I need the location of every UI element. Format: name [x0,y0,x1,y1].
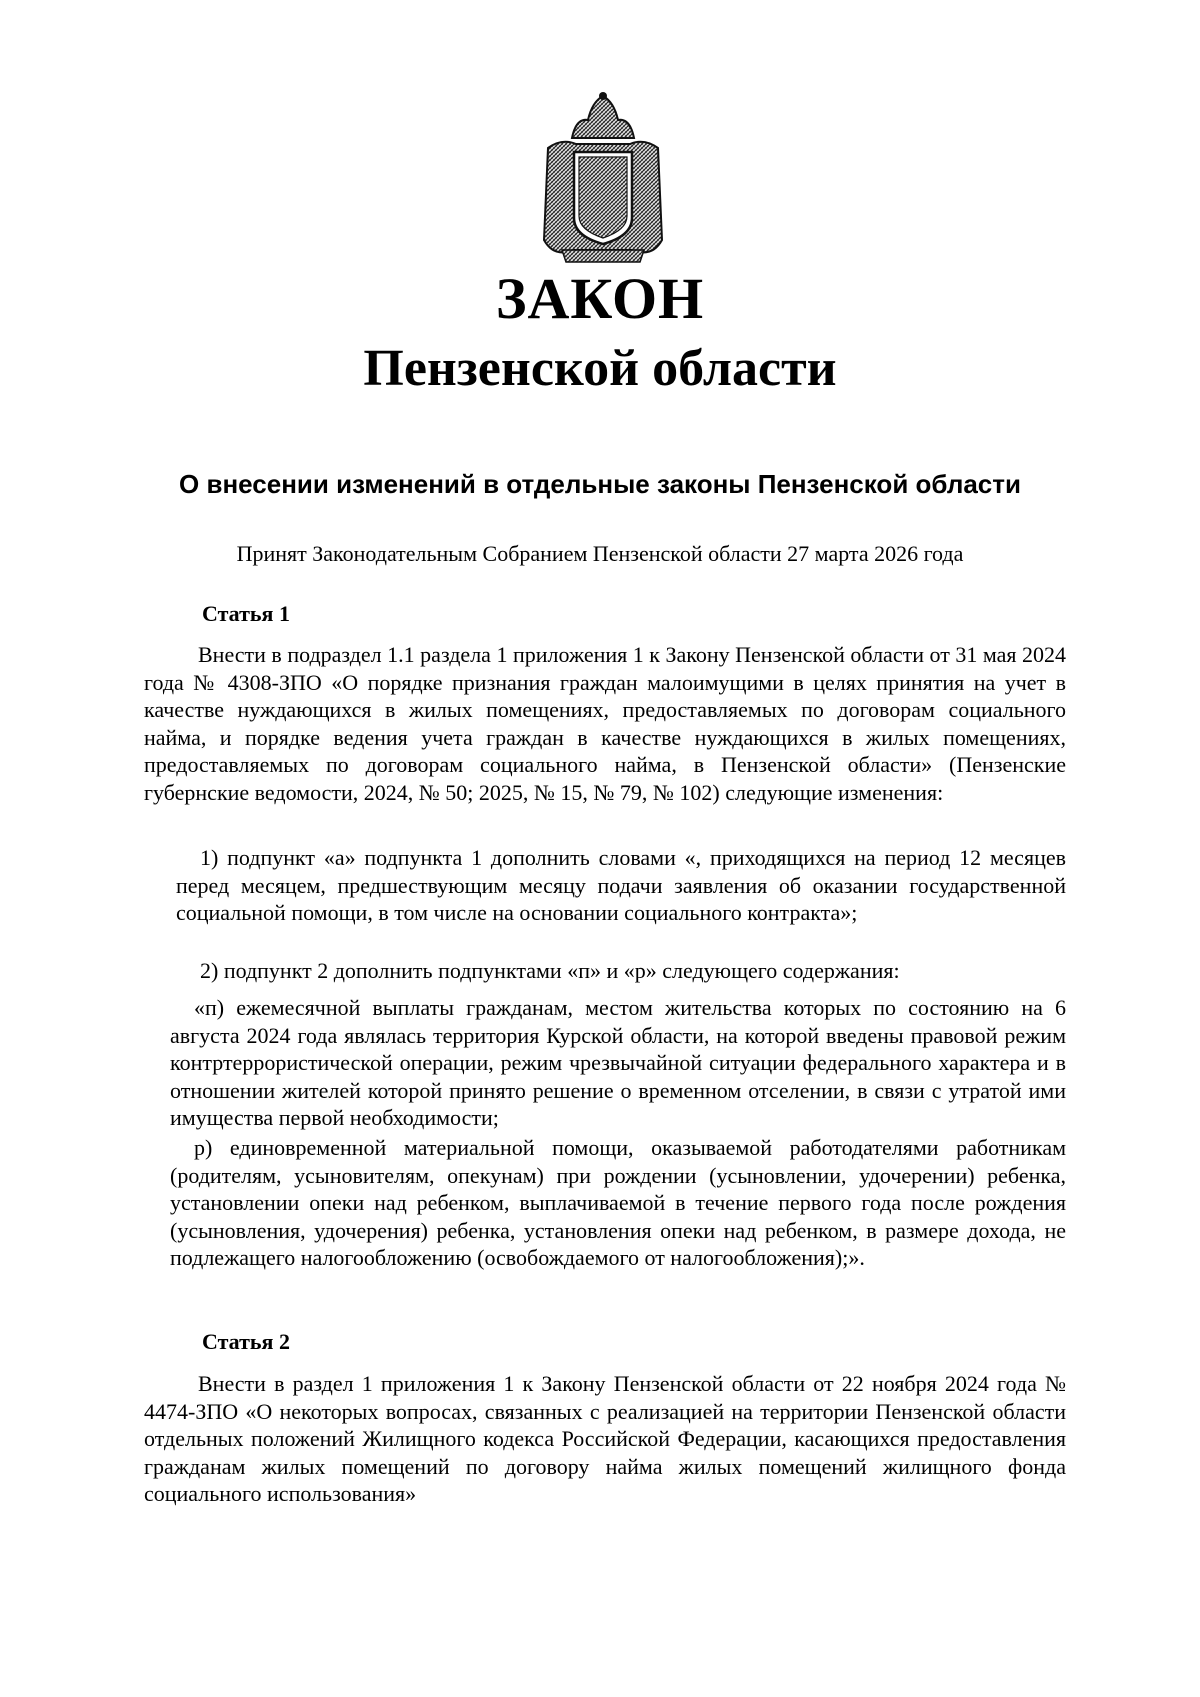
article-1-body [144,641,1066,806]
law-title: ЗАКОН [495,266,705,331]
coat-of-arms-icon [532,90,674,266]
article-1-heading: Статья 1 [202,601,290,626]
article-2-heading: Статья 2 [202,1329,290,1354]
article-1-subitem-p: «п) ежемесячной выплаты гражданам, местом жительства которых по состоянию на 6 августа 2024 года являлась территория Курской области, на которой введены правовой режим контртеррористической операции, режим чрезвычайной ситуации федерального характера и в отношении жителей которой принято решение о временном отселении, в связи с утратой ими имущества первой необходимости; [170,995,1066,1130]
adoption-statement: Принят Законодательным Собранием Пензенской области 27 марта 2026 года [236,541,964,566]
law-region-title: Пензенской области [363,340,837,397]
article-2-body [144,1370,1066,1508]
article-1-subitem-r: р) единовременной материальной помощи, оказываемой работодателями работникам (родителям, усыновителям, опекунам) при рождении (усыновлении, удочерении) ребенка, установлении опеки над ребенком, выплачиваемой в течение первого года после рождения (усыновления, удочерения) ребенка, установления опеки над ребенком, в размере дохода, не подлежащего налогообложению (освобождаемого от налогообложения);». [170,1135,1066,1270]
article-1-item-2: 2) подпункт 2 дополнить подпунктами «п» и «р» следующего содержания: [200,958,900,983]
article-2-intro: Внести в раздел 1 приложения 1 к Закону Пензенской области от 22 ноября 2024 года № 4474-ЗПО «О некоторых вопросах, связанных с реализацией на территории Пензенской области отдельных положений Жилищного кодекса Российской Федерации, касающихся предоставления гражданам жилых помещений по договору найма жилых помещений жилищного фонда социального использования» [144,1371,1066,1506]
law-subject-heading: О внесении изменений в отдельные законы Пензенской области [179,469,1021,499]
article-1-item-1: 1) подпункт «а» подпункта 1 дополнить словами «, приходящихся на период 12 месяцев перед месяцем, предшествующим месяцу подачи заявления об оказании государственной социальной помощи, в том числе на основании социального контракта»; [176,845,1066,925]
article-1-intro: Внести в подраздел 1.1 раздела 1 приложения 1 к Закону Пензенской области от 31 мая 2024 года № 4308-ЗПО «О порядке признания граждан малоимущими в целях принятия на учет в качестве нуждающихся в жилых помещениях, предоставляемых по договорам социального найма, и порядке ведения учета граждан в качестве нуждающихся в жилых помещениях, предоставляемых по договорам социального найма, в Пензенской области» (Пензенские губернские ведомости, 2024, № 50; 2025, № 15, № 79, № 102) следующие изменения: [144,642,1066,805]
